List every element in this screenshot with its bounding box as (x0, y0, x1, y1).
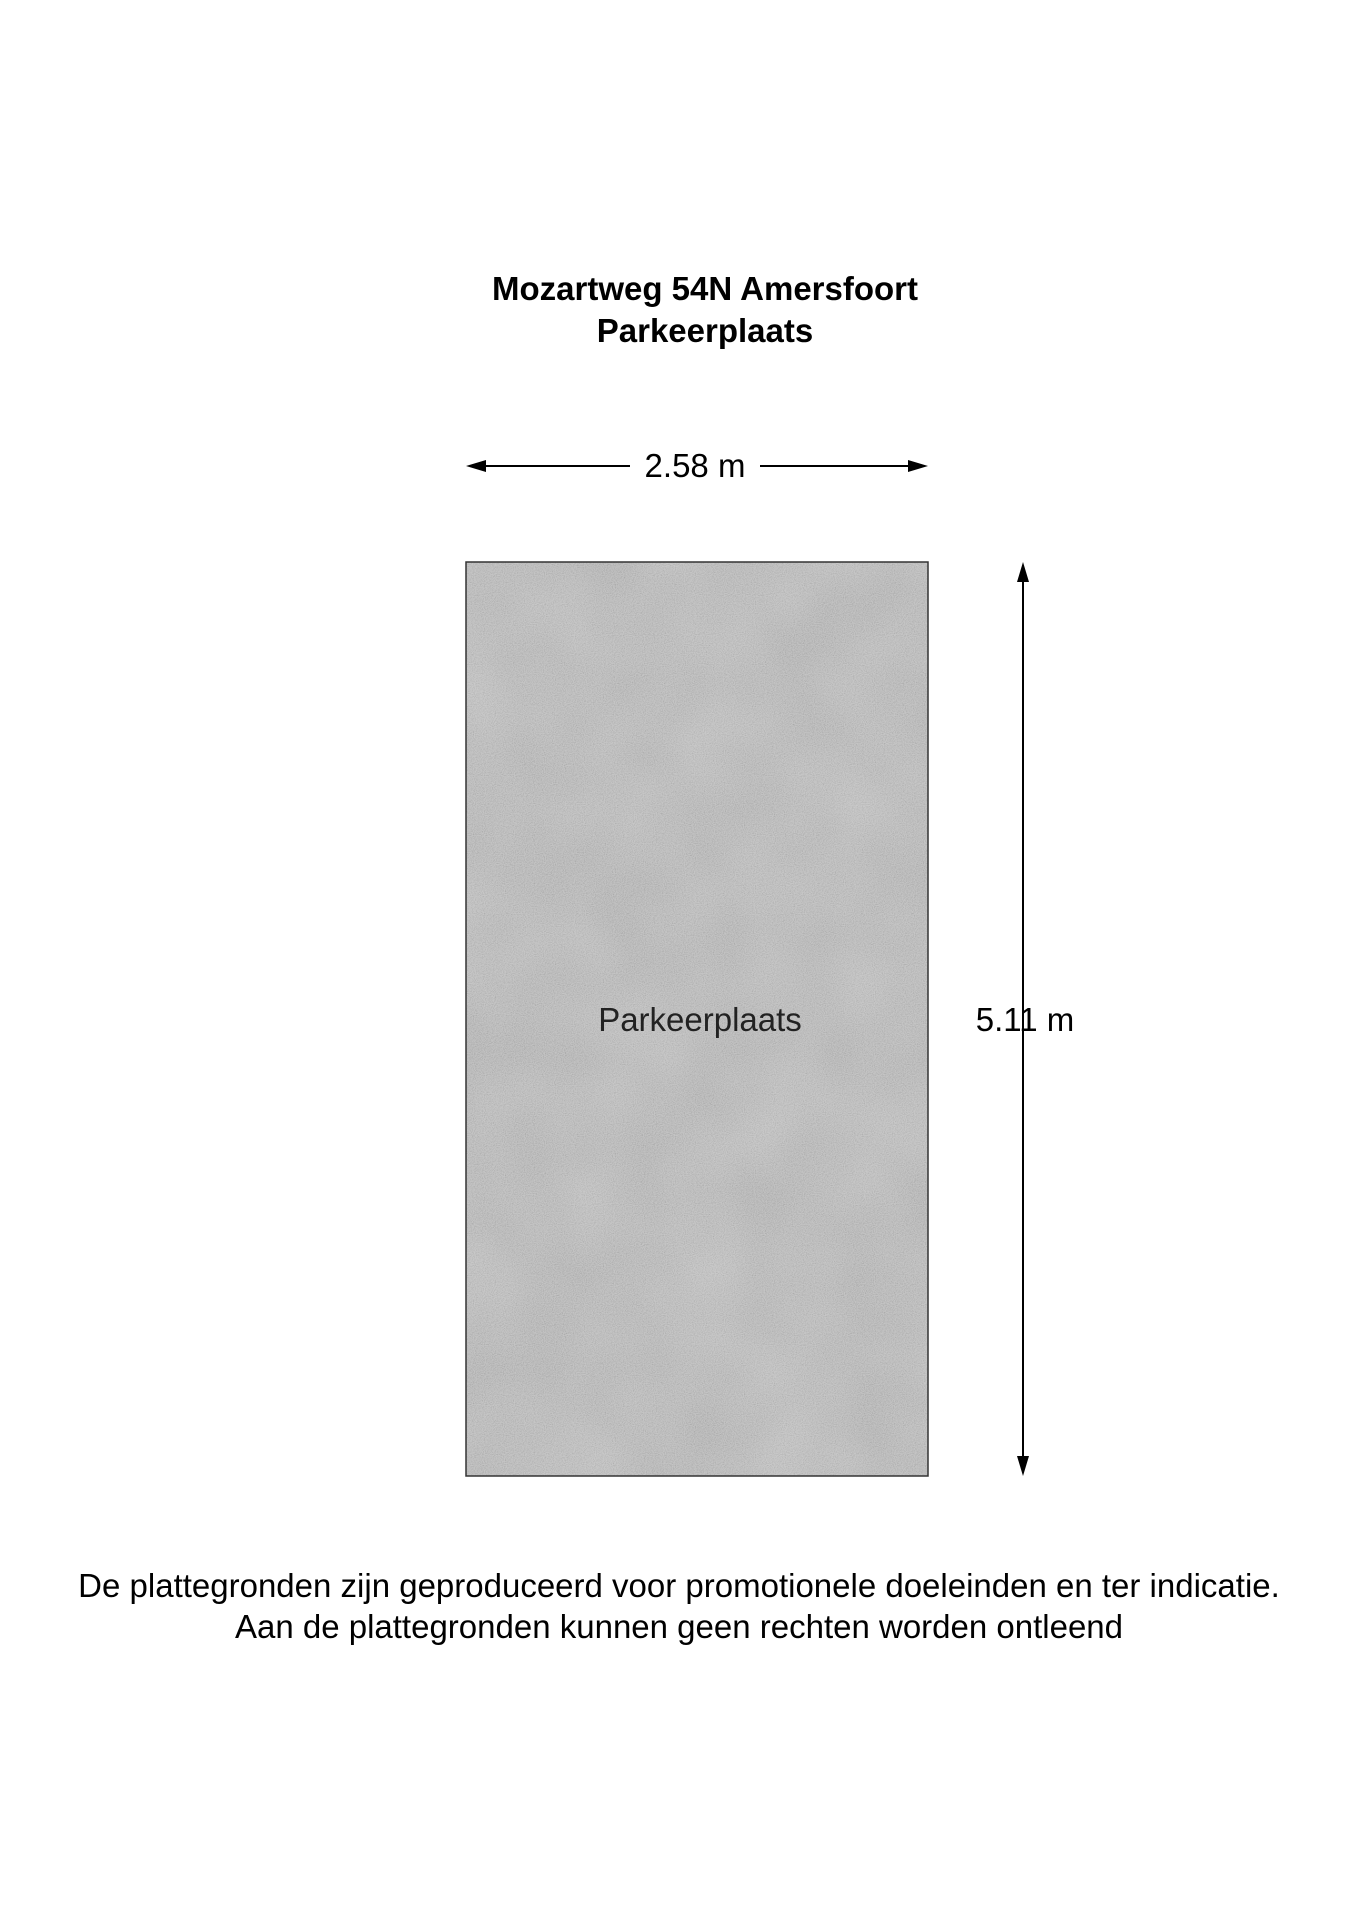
height-dimension-label: 5.11 m (975, 1001, 1075, 1038)
room-label: Parkeerplaats (598, 1001, 802, 1038)
disclaimer (0, 1565, 1358, 1647)
disclaimer-line-2: Aan de plattegronden kunnen geen rechten worden ontleend (234, 1608, 1124, 1645)
floor-title: Parkeerplaats (596, 312, 814, 349)
width-dimension-label: 2.58 m (630, 446, 760, 486)
disclaimer-line-1: De plattegronden zijn geproduceerd voor promotionele doeleinden en ter indicatie. (78, 1567, 1280, 1604)
address-title: Mozartweg 54N Amersfoort (491, 270, 919, 307)
